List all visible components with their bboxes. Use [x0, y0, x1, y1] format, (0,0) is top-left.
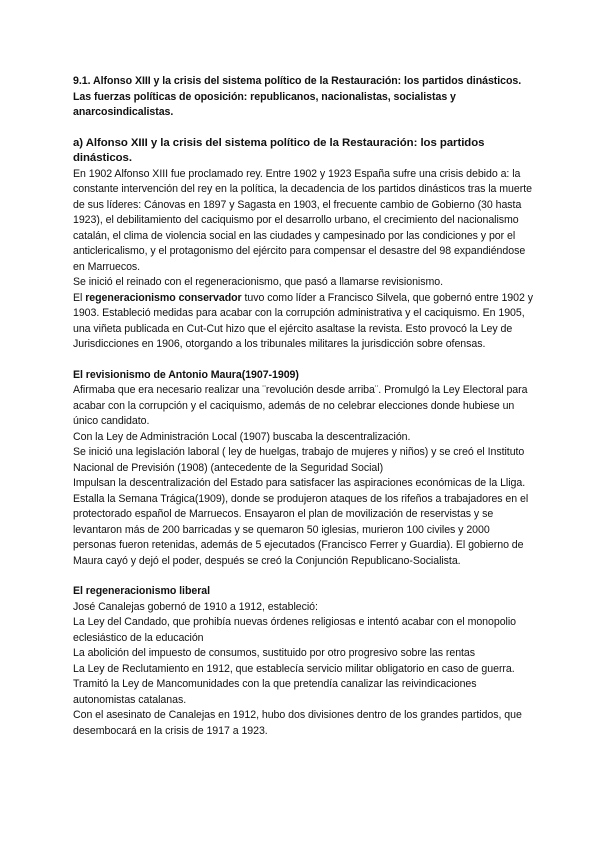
paragraph: Se inició el reinado con el regeneracionismo, que pasó a llamarse revisionismo.: [73, 276, 443, 288]
paragraph: José Canalejas gobernó de 1910 a 1912, estableció:: [73, 600, 318, 613]
document-page: [73, 74, 533, 754]
paragraph-conservador: [73, 291, 533, 353]
paragraph: En 1902 Alfonso XIII fue proclamado rey. Entre 1902 y 1923 España sufre una crisis debido a: la constante intervención del rey en la política, la decadencia de los partidos dinásticos tras la muerte de sus líderes: Cánovas en 1897 y Sagasta en 1903, el frecuente cambio de Gobierno (30 hasta 1923), el debilitamiento del caciquismo por el desarrollo urbano, el crecimiento del nacionalismo catalán, el clima de violencia social en las ciudades y campesinado por las condiciones y por el anticlericalismo, y el protagonismo del ejército para compensar el desastre del 98 expandiéndose en Marruecos.: [73, 167, 532, 273]
bold-term: regeneracionismo conservador: [85, 291, 242, 304]
section-liberal: [73, 584, 533, 739]
document-title: 9.1. Alfonso XIII y la crisis del sistema político de la Restauración: los partidos dinásticos. Las fuerzas políticas de oposición: republicanos, nacionalistas, socialistas y anarcosindicalistas.: [73, 75, 522, 118]
section-maura: [73, 368, 533, 570]
paragraph: Impulsan la descentralización del Estado para satisfacer las aspiraciones económicas de la Lliga.: [73, 477, 526, 489]
paragraph: La Ley del Candado, que prohibía nuevas órdenes religiosas e intentó acabar con el monopolio eclesiástico de la educación: [73, 616, 517, 644]
paragraph: La abolición del impuesto de consumos, sustituido por otro progresivo sobre las rentas: [73, 647, 476, 659]
paragraph: Estalla la Semana Trágica(1909), donde se produjeron ataques de los rifeños a trabajadores en el protectorado español de Marruecos. Ensayaron el plan de movilización de reservistas y se levantaron más de 200 barricadas y se quemaron 50 iglesias, murieron 100 civiles y 2000 personas fueron retenidas, además de 5 ejecutados (Francisco Ferrer y Guardia). El gobierno de Maura cayó y dejó el poder, después se creó la Conjunción Republicano-Socialista.: [73, 492, 529, 567]
section-heading-liberal: El regeneracionismo liberal: [73, 585, 211, 597]
paragraph: La Ley de Reclutamiento en 1912, que establecía servicio militar obligatorio en caso de guerra.: [73, 662, 515, 675]
text-span: El: [73, 291, 86, 304]
section-heading-maura: El revisionismo de Antonio Maura(1907-1909): [73, 368, 299, 381]
paragraph: Con la Ley de Administración Local (1907) buscaba la descentralización.: [73, 430, 411, 443]
text-span: tuvo como líder a Francisco Silvela, que gobernó entre 1902 y 1903. Estableció medidas para acabar con la corrupción administrativa y el caciquismo. En 1905, una viñeta publicada en Cut-Cut hizo que el ejército asaltase la revista. Esto provocó la Ley de Jurisdicciones en 1906, otorgando a los tribunales militares la jurisdicción sobre ofensas.: [73, 291, 533, 350]
section-alfonso-xiii: [73, 136, 533, 353]
paragraph: Con el asesinato de Canalejas en 1912, hubo dos divisiones dentro de los grandes partidos, que desembocará en la crisis de 1917 a 1923.: [73, 709, 522, 737]
paragraph: Afirmaba que era necesario realizar una ¨revolución desde arriba¨. Promulgó la Ley Electoral para acabar con la corrupción y el caciquismo, además de no celebrar elecciones donde hubiese un único candidato.: [73, 384, 528, 427]
section-heading-alfonso-xiii: a) Alfonso XIII y la crisis del sistema político de la Restauración: los partidos dinásticos.: [73, 136, 485, 164]
paragraph: Tramitó la Ley de Mancomunidades con la que pretendía canalizar las reivindicaciones autonomistas catalanas.: [73, 678, 477, 706]
paragraph: Se inició una legislación laboral ( ley de huelgas, trabajo de mujeres y niños) y se creó el Instituto Nacional de Previsión (1908) (antecedente de la Seguridad Social): [73, 446, 525, 474]
